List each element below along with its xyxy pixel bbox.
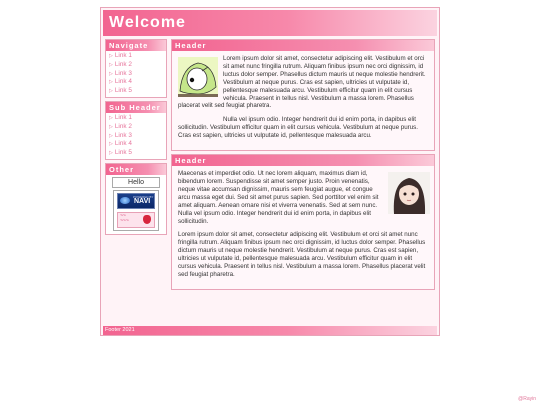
navigate-heading: Navigate bbox=[106, 40, 166, 51]
nav-link-1[interactable]: ▷ Link 1 bbox=[109, 52, 132, 59]
sub-link-4[interactable]: ▷ Link 4 bbox=[109, 140, 132, 148]
navigate-links bbox=[106, 51, 166, 97]
navi-badge[interactable] bbox=[117, 193, 155, 209]
triangle-right-icon: ▷ bbox=[109, 61, 113, 68]
panel-1-paragraph-2: Nulla vel ipsum odio. Integer hendrerit dui id enim porta, in dapibus elit sollicitudin. Vestibulum efficitur quam in elit cursus vehicula. Vestibulum at neque purus. Cras est sapien, ultricies ut vulputate id, pellentesque malesuada arcu. bbox=[178, 116, 418, 140]
anime-girl-image bbox=[388, 172, 430, 214]
other-box bbox=[105, 163, 167, 235]
triangle-right-icon: ▷ bbox=[109, 79, 113, 86]
panel-1-paragraph-1: Lorem ipsum dolor sit amet, consectetur adipiscing elit. Vestibulum et orci sit amet nunc fringilla rutrum. Aliquam finibus ipsum nec orci dignissim, id luctus dolor semper. Phasellus dictum mauris ut neque molestie hendrerit. Vestibulum at neque purus. Cras est sapien, ultricies ut vulputate id, pellentesque malesuada arcu. Vestibulum efficitur quam in elit cursus vehicula. Praesent in tellus nisl. Vestibulum a massa lorem. Phasellus placerat velit sed feugiat pharetra. bbox=[178, 55, 426, 110]
panel-2-body bbox=[172, 166, 434, 289]
panel-2-heading: Header bbox=[172, 155, 434, 166]
credit-watermark: @Rayin bbox=[518, 396, 536, 402]
panel-2-paragraph-1: Maecenas et imperdiet odio. Ut nec lorem aliquam, maximus diam id, bibendum lorem. Suspendisse sit amet semper justo. Proin venenatis, neque vitae accumsan dignissim, mauris sem feugiat augue, et congue arcu massa eget dui. Sed sit amet purus sapien. Sed porttitor vel enim sit amet aliquam. Aenean ornare nisi et viverra venenatis. Sed at sem nunc. Nulla vel ipsum odio. Integer hendrerit dui id enim porta, in dapibus elit sollicitudin. bbox=[178, 170, 430, 225]
page-container bbox=[100, 7, 440, 336]
sub-link-5[interactable]: ▷ Link 5 bbox=[109, 149, 132, 157]
other-heading: Other bbox=[106, 164, 166, 175]
cartoon-creature-image bbox=[178, 57, 218, 97]
content-panel-1 bbox=[171, 39, 435, 151]
nav-link-2[interactable]: ▷ Link 2 bbox=[109, 60, 132, 68]
panel-2-paragraph-2: Lorem ipsum dolor sit amet, consectetur adipiscing elit. Vestibulum et orci sit amet nunc fringilla rutrum. Aliquam finibus ipsum nec orci dignissim, id luctus dolor semper. Phasellus dictum mauris ut neque molestie hendrerit. Vestibulum at neque purus. Cras est sapien, ultricies ut vulputate id, pellentesque malesuada arcu. Vestibulum efficitur quam in elit cursus vehicula. Praesent in tellus nisl. Vestibulum a massa lorem. Phasellus placerat velit sed feugiat pharetra. bbox=[178, 231, 426, 278]
navi-badge-text: NAVI bbox=[134, 197, 151, 205]
sub-link-3[interactable]: ▷ Link 3 bbox=[109, 131, 132, 139]
pink-badge-logo: ~~ ~~~ bbox=[120, 212, 129, 224]
content-panel-2 bbox=[171, 154, 435, 290]
triangle-right-icon: ▷ bbox=[109, 132, 113, 139]
navi-badge-small-text: POWERED BY bbox=[133, 194, 154, 199]
sub-header-links bbox=[106, 113, 166, 159]
triangle-right-icon: ▷ bbox=[109, 53, 113, 59]
triangle-right-icon: ▷ bbox=[109, 70, 113, 77]
page-footer: Footer 2021 bbox=[103, 326, 437, 335]
triangle-right-icon: ▷ bbox=[109, 150, 113, 157]
strawberry-icon bbox=[143, 215, 151, 224]
hello-box: Hello bbox=[112, 177, 160, 188]
other-content bbox=[106, 175, 166, 234]
badge-frame bbox=[113, 190, 159, 231]
panel-1-heading: Header bbox=[172, 40, 434, 51]
panel-1-body bbox=[172, 51, 434, 150]
sub-header-heading: Sub Header bbox=[106, 102, 166, 113]
navi-logo-icon bbox=[120, 197, 130, 204]
triangle-right-icon: ▷ bbox=[109, 88, 113, 95]
sub-header-box bbox=[105, 101, 167, 160]
pink-badge[interactable] bbox=[117, 212, 155, 228]
sub-link-1[interactable]: ▷ Link 1 bbox=[109, 113, 132, 121]
triangle-right-icon: ▷ bbox=[109, 141, 113, 148]
navigate-box bbox=[105, 39, 167, 98]
page-title: Welcome bbox=[103, 10, 437, 36]
sub-link-2[interactable]: ▷ Link 2 bbox=[109, 122, 132, 130]
main-content bbox=[171, 39, 435, 293]
nav-link-4[interactable]: ▷ Link 4 bbox=[109, 78, 132, 86]
triangle-right-icon: ▷ bbox=[109, 114, 113, 121]
nav-link-5[interactable]: ▷ Link 5 bbox=[109, 87, 132, 95]
nav-link-3[interactable]: ▷ Link 3 bbox=[109, 69, 132, 77]
triangle-right-icon: ▷ bbox=[109, 123, 113, 130]
sidebar bbox=[105, 39, 167, 238]
